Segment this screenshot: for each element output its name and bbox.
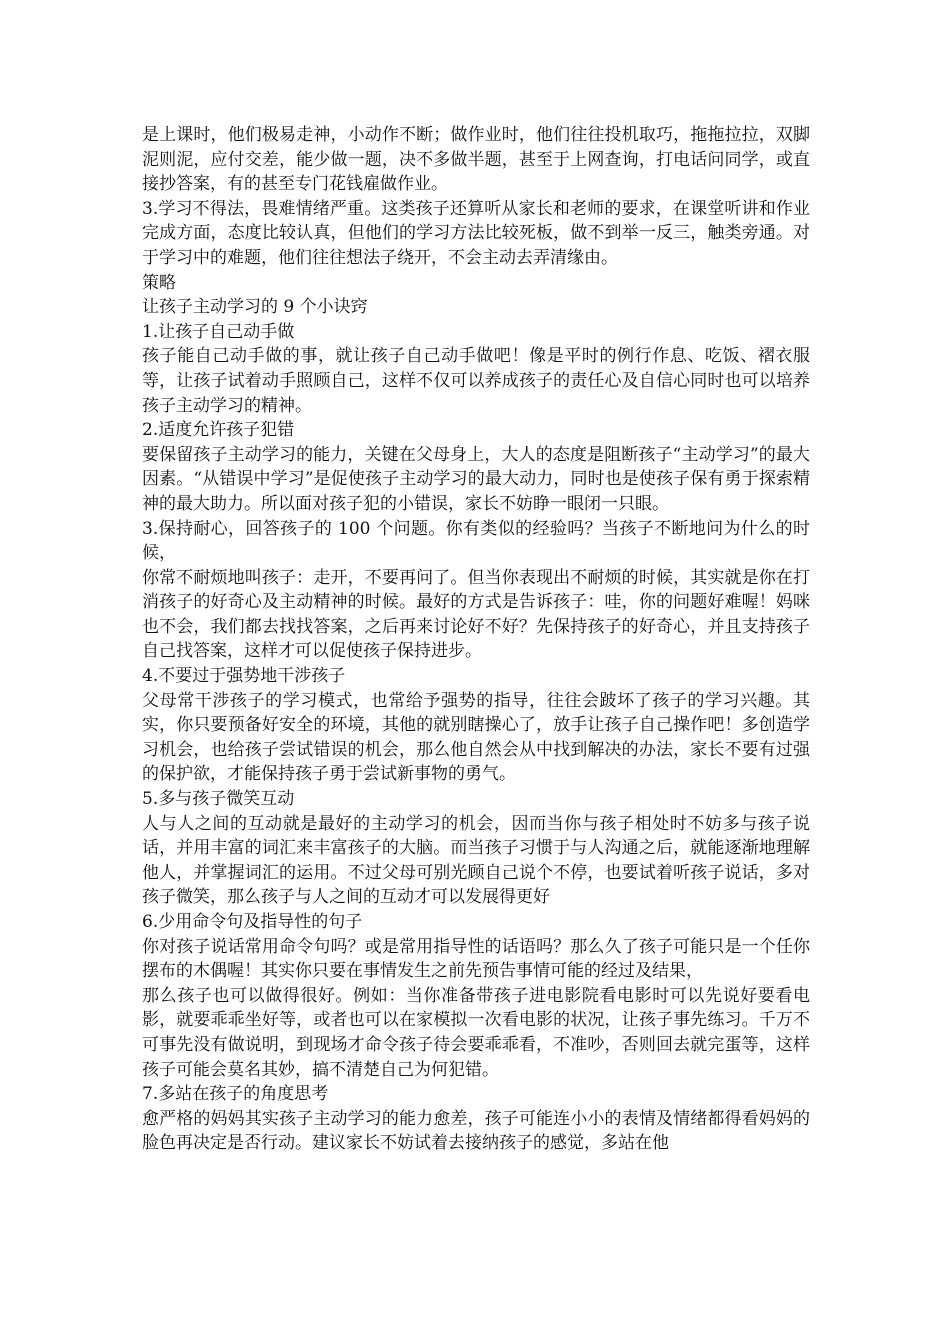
tip-body-3: 你常不耐烦地叫孩子：走开，不要再问了。但当你表现出不耐烦的时候，其实就是你在打消孩子的好奇心及主动精神的时候。最好的方式是告诉孩子：哇，你的问题好难喔！妈咪也不会，我们都去找找答案，之后再来讨论好不好？先保持孩子的好奇心，并且支持孩子自己找答案，这样才可以促使孩子保持进步。 (142, 567, 810, 662)
tip-body-4: 父母常干涉孩子的学习模式，也常给予强势的指导，往往会跛坏了孩子的学习兴趣。其实，你只要预备好安全的环境，其他的就别瞎操心了，放手让孩子自己操作吧！多创造学习机会，也给孩子尝试错误的机会，那么他自然会从中找到解决的办法，家长不要有过强的保护欲，才能保持孩子勇于尝试新事物的勇气。 (142, 690, 810, 785)
tip-body-2: 要保留孩子主动学习的能力，关键在父母身上，大人的态度是阻断孩子“主动学习”的最大因素。“从错误中学习”是促使孩子主动学习的最大动力，同时也是使孩子保有勇于探索精神的最大助力。所以面对孩子犯的小错误，家长不妨睁一眼闭一只眼。 (142, 444, 810, 514)
section-heading-strategy: 策略 (142, 272, 176, 293)
section-title-nine-tips: 让孩子主动学习的 9 个小诀窍 (142, 297, 368, 318)
tip-heading-3: 3.保持耐心，回答孩子的 100 个问题。你有类似的经验吗？当孩子不断地问为什么的时候， (142, 518, 810, 564)
tip-heading-5: 5.多与孩子微笑互动 (142, 789, 295, 810)
tip-body-6a: 你对孩子说话常用命令句吗？或是常用指导性的话语吗？那么久了孩子可能只是一个任你摆布的木偶喔！其实你只要在事情发生之前先预告事情可能的经过及结果， (142, 936, 810, 982)
tip-body-7: 愈严格的妈妈其实孩子主动学习的能力愈差，孩子可能连小小的表情及情绪都得看妈妈的脸色再决定是否行动。建议家长不妨试着去接纳孩子的感觉，多站在他 (142, 1108, 810, 1154)
tip-heading-6: 6.少用命令句及指导性的句子 (142, 912, 363, 932)
paragraph-continuation: 是上课时，他们极易走神，小动作不断；做作业时，他们往往投机取巧，拖拖拉拉，双脚泥则泥，应付交差，能少做一题，决不多做半题，甚至于上网查询，打电话问同学，或直接抄答案，有的甚至专门花钱雇做作业。 (142, 125, 810, 195)
tip-body-1: 孩子能自己动手做的事，就让孩子自己动手做吧！像是平时的例行作息、吃饭、褶衣服等，让孩子试着动手照顾自己，这样不仅可以养成孩子的责任心及自信心同时也可以培养孩子主动学习的精神。 (142, 346, 810, 416)
paragraph-point-3: 3.学习不得法，畏难情绪严重。这类孩子还算听从家长和老师的要求，在课堂听讲和作业完成方面，态度比较认真，但他们的学习方法比较死板，做不到举一反三，触类旁通。对于学习中的难题，他们往往想法子绕开，不会主动去弄清缘由。 (142, 198, 810, 268)
tip-heading-2: 2.适度允许孩子犯错 (142, 420, 295, 441)
tip-body-6b: 那么孩子也可以做得很好。例如：当你准备带孩子进电影院看电影时可以先说好要看电影，就要乖乖坐好等，或者也可以在家模拟一次看电影的状况，让孩子事先练习。千万不可事先没有做说明，到现场才命令孩子待会要乖乖看，不准吵，否则回去就完蛋等，这样孩子可能会莫名其妙，搞不清楚自己为何犯错。 (142, 985, 810, 1080)
tip-heading-7: 7.多站在孩子的角度思考 (142, 1084, 329, 1105)
tip-heading-1: 1.让孩子自己动手做 (142, 321, 295, 342)
tip-body-5: 人与人之间的互动就是最好的主动学习的机会，因而当你与孩子相处时不妨多与孩子说话，并用丰富的词汇来丰富孩子的大脑。而当孩子习惯于与人沟通之后，就能逐渐地理解他人，并掌握词汇的运用。不过父母可别光顾自己说个不停，也要试着听孩子说话，多对孩子微笑，那么孩子与人之间的互动才可以发展得更好 (142, 813, 810, 908)
tip-heading-4: 4.不要过于强势地干涉孩子 (142, 666, 346, 687)
document-body (142, 123, 810, 1156)
